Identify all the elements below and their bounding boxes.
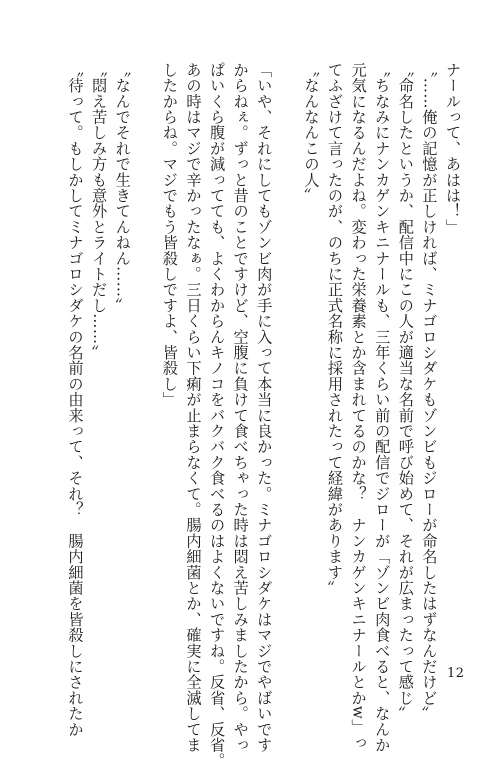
text-line: ぱいくら腹が減ってても、よくわからんキノコをバクバク食べるのはよくないですね。反省、反省。 xyxy=(208,62,227,769)
text-line: あの時はマジで辛かったなぁ。三日くらい下痢が止まらなくて。腸内細菌とか、確実に全滅してま xyxy=(184,62,203,753)
text-line: 〝ちなみにナンカゲンキニナールも、三年くらい前の配信でジローが「ゾンビ肉食べると、なんか xyxy=(373,62,392,753)
text-line: 「いや、それにしてもゾンビ肉が手に入って本当に良かった。ミナゴロシダケはマジでやばいです xyxy=(255,62,274,753)
page-number: 12 xyxy=(447,666,465,681)
text-line: 〝なんでそれで生きてんねん……〟 xyxy=(113,62,132,314)
text-line: 〝命名したというか、配信中にこの人が適当な名前で呼び始めて、それが広まったって感じ〟 xyxy=(396,62,415,722)
text-line: てふざけて言ったのが、のちに正式名称に採用されたって経緯があります〟 xyxy=(326,62,345,596)
text-line: 〝待って。もしかしてミナゴロシダケの名前の由来って、それ？ 腸内細菌を皆殺しにされたか xyxy=(66,62,85,738)
text-line: からねぇ。ずっと昔のことですけど、空腹に負けて食べちゃった時は悶え苦しみましたから。やっ xyxy=(231,62,250,753)
paragraph-gap xyxy=(134,62,158,652)
text-line: 〝悶え苦しみ方も意外とライトだし……〟 xyxy=(90,62,109,361)
text-line: 〝なんなんこの人〟 xyxy=(302,62,321,204)
text-line: したからね。マジでもう皆殺しですよ、皆殺し」 xyxy=(160,62,179,408)
text-line: 〝……俺の記憶が正しければ、ミナゴロシダケもゾンビもジローが命名したはずなんだけど〟 xyxy=(420,62,439,722)
text-line: ナールって、あはは！」 xyxy=(444,62,462,235)
paragraph-gap xyxy=(275,62,299,652)
text-line: 元気になるんだよね。変わった栄養素とか含まれてるのかな？ ナンカゲンキニナールとかw」っ xyxy=(349,62,368,751)
